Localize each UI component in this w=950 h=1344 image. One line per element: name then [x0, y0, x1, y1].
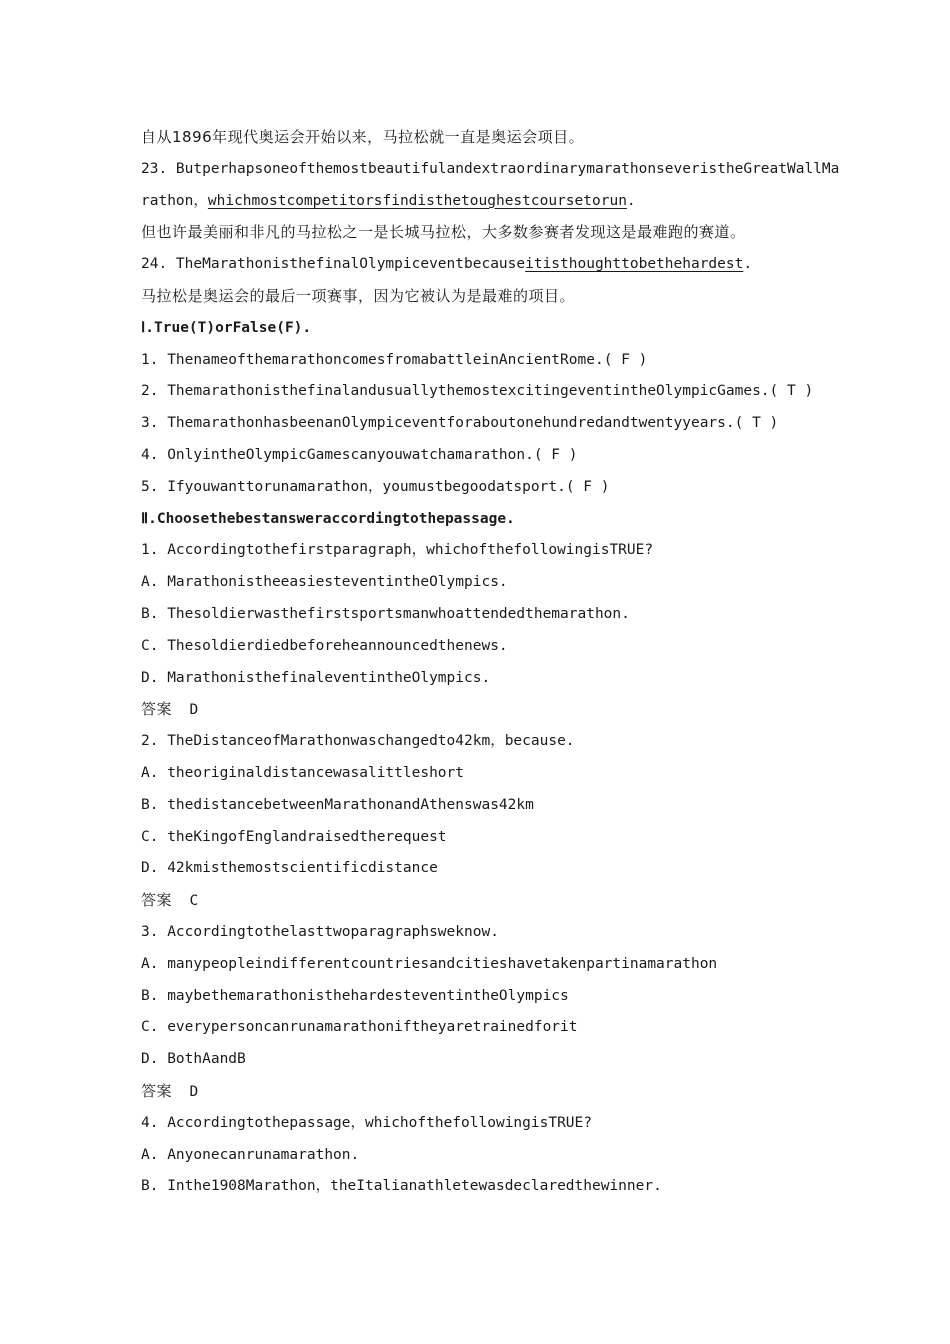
tf-item-answer: ( F ) — [533, 446, 578, 463]
answer-label: 答案 — [141, 891, 173, 910]
sentence-24-end: . — [743, 256, 753, 273]
answer-value: C — [189, 893, 199, 910]
sentence-24 — [141, 249, 831, 281]
answer-line — [141, 885, 831, 917]
option: A. theoriginaldistancewasalittleshort — [141, 764, 465, 781]
section-2-heading: Ⅱ.Choosethebestansweraccordingtothepassage. — [141, 510, 515, 527]
sentence-23-line2 — [141, 186, 831, 218]
option: B. thedistancebetweenMarathonandAthenswas42km — [141, 796, 534, 813]
sentence-23-plain: rathon， — [141, 192, 208, 209]
answer-value: D — [189, 702, 199, 719]
tf-item-text: 2. ThemarathonisthefinalandusuallythemostexcitingeventintheOlympicGames. — [141, 383, 770, 400]
answer-label: 答案 — [141, 1081, 173, 1100]
option: D. BothAandB — [141, 1051, 246, 1068]
option: B. maybethemarathonisthehardesteventintheOlympics — [141, 987, 569, 1004]
tf-item-answer: ( F ) — [603, 351, 648, 368]
sentence-23-end: . — [626, 192, 636, 209]
option: C. Thesoldierdiedbeforeheannouncedthenews. — [141, 637, 508, 654]
sentence-24-translation: 马拉松是奥运会的最后一项赛事，因为它被认为是最难的项目。 — [141, 286, 576, 305]
sentence-23-line1: 23. ButperhapsoneofthemostbeautifulandextraordinarymarathonseveristheGreatWallMa — [141, 160, 840, 177]
tf-item — [141, 408, 831, 440]
tf-item-answer: ( F ) — [565, 478, 610, 495]
answer-value: D — [189, 1083, 199, 1100]
tf-item — [141, 345, 831, 377]
sentence-23-underlined: whichmostcompetitorsfindisthetoughestcoursetorun — [207, 192, 627, 209]
intro-translation: 自从1896年现代奥运会开始以来，马拉松就一直是奥运会项目。 — [141, 128, 585, 146]
tf-item — [141, 440, 831, 472]
tf-item — [141, 376, 831, 408]
tf-item-text: 4. OnlyintheOlympicGamescanyouwatchamarathon. — [141, 446, 534, 463]
option: D. MarathonisthefinaleventintheOlympics. — [141, 669, 491, 686]
option: A. Anyonecanrunamarathon. — [141, 1146, 360, 1163]
tf-item-answer: ( T ) — [769, 383, 814, 400]
option: C. everypersoncanrunamarathoniftheyaretrainedforit — [141, 1019, 578, 1036]
sentence-24-plain: 24. TheMarathonisthefinalOlympiceventbecause — [141, 256, 526, 273]
option: B. Inthe1908Marathon，theItalianathletewasdeclaredthewinner. — [141, 1178, 662, 1195]
tf-item-text: 1. ThenameofthemarathoncomesfromabattleinAncientRome. — [141, 351, 604, 368]
tf-item — [141, 472, 831, 504]
question-3: 3. Accordingtothelasttwoparagraphsweknow. — [141, 923, 499, 940]
option: C. theKingofEnglandraisedtherequest — [141, 828, 447, 845]
sentence-24-underlined: itisthoughttobethehardest — [525, 256, 744, 273]
question-2: 2. TheDistanceofMarathonwaschangedto42km，because. — [141, 733, 575, 750]
answer-line — [141, 1076, 831, 1108]
section-1-heading: Ⅰ.True(T)orFalse(F). — [141, 319, 312, 336]
sentence-23-translation: 但也许最美丽和非凡的马拉松之一是长城马拉松，大多数参赛者发现这是最难跑的赛道。 — [141, 223, 746, 242]
answer-line — [141, 694, 831, 726]
tf-item-answer: ( T ) — [734, 415, 779, 432]
question-4: 4. Accordingtothepassage，whichofthefollowingisTRUE? — [141, 1114, 592, 1131]
tf-item-text: 3. ThemarathonhasbeenanOlympiceventforaboutonehundredandtwentyyears. — [141, 415, 735, 432]
option: B. Thesoldierwasthefirstsportsmanwhoattendedthemarathon. — [141, 605, 630, 622]
option: A. MarathonistheeasiesteventintheOlympics. — [141, 574, 508, 591]
option: D. 42kmisthemostscientificdistance — [141, 860, 438, 877]
tf-item-text: 5. Ifyouwanttorunamarathon，youmustbegoodatsport. — [141, 478, 566, 495]
option: A. manypeopleindifferentcountriesandcitieshavetakenpartinamarathon — [141, 955, 718, 972]
document-page — [141, 122, 840, 1203]
question-1: 1. Accordingtothefirstparagraph，whichofthefollowingisTRUE? — [141, 542, 654, 559]
answer-label: 答案 — [141, 700, 173, 719]
